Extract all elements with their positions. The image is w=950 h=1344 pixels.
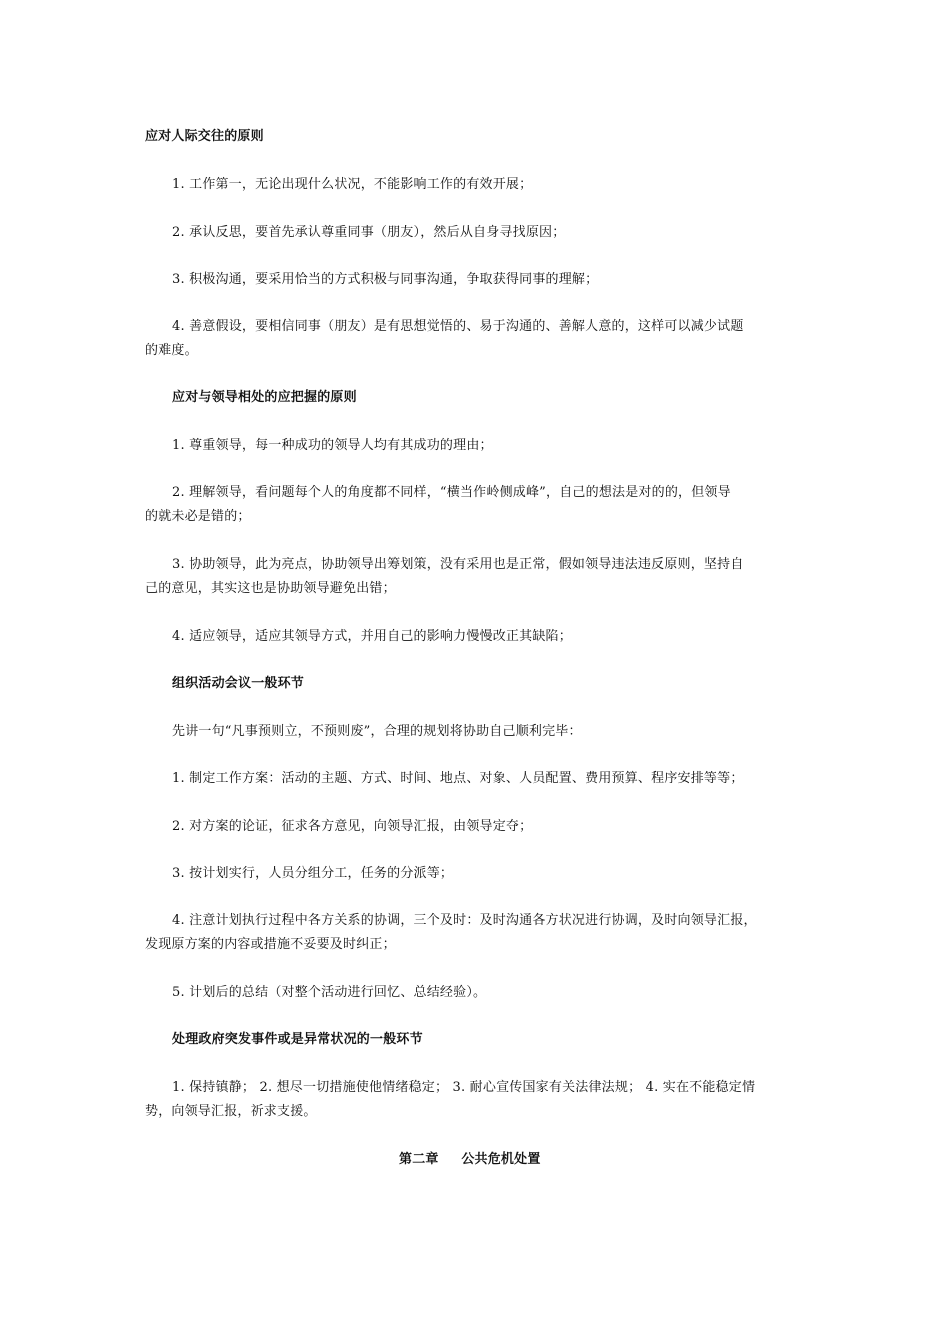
paragraph: 4. 适应领导，适应其领导方式，并用自己的影响力慢慢改正其缺陷； [172, 629, 572, 644]
paragraph-continued: 己的意见，其实这也是协助领导避免出错； [145, 581, 396, 596]
section-title-emergency: 处理政府突发事件或是异常状况的一般环节 [172, 1032, 423, 1047]
paragraph: 3. 按计划实行，人员分组分工，任务的分派等； [172, 866, 454, 881]
paragraph: 先讲一句“凡事预则立，不预则废”，合理的规划将协助自己顺利完毕： [172, 724, 582, 739]
paragraph-continued: 发现原方案的内容或措施不妥要及时纠正； [145, 937, 396, 952]
paragraph: 3. 积极沟通，要采用恰当的方式积极与同事沟通，争取获得同事的理解； [172, 272, 599, 287]
section-title-interpersonal: 应对人际交往的原则 [145, 129, 264, 144]
section-title-leadership: 应对与领导相处的应把握的原则 [172, 390, 357, 405]
paragraph: 1. 尊重领导，每一种成功的领导人均有其成功的理由； [172, 438, 493, 453]
paragraph: 1. 工作第一，无论出现什么状况，不能影响工作的有效开展； [172, 177, 533, 192]
paragraph: 1. 制定工作方案：活动的主题、方式、时间、地点、对象、人员配置、费用预算、程序安排等等； [172, 771, 744, 786]
paragraph-continued: 的就未必是错的； [145, 509, 251, 524]
paragraph: 1. 保持镇静； 2. 想尽一切措施使他情绪稳定； 3. 耐心宣传国家有关法律法规； 4. 实在不能稳定情 [172, 1080, 756, 1095]
paragraph: 4. 注意计划执行过程中各方关系的协调，三个及时：及时沟通各方状况进行协调，及时向领导汇报， [172, 913, 757, 928]
section-title-activity: 组织活动会议一般环节 [172, 676, 305, 691]
paragraph: 5. 计划后的总结（对整个活动进行回忆、总结经验）。 [172, 985, 487, 1000]
chapter-title: 第二章 公共危机处置 [399, 1152, 541, 1167]
paragraph-continued: 的难度。 [145, 343, 198, 358]
paragraph: 2. 对方案的论证，征求各方意见，向领导汇报，由领导定夺； [172, 819, 533, 834]
paragraph: 3. 协助领导，此为亮点，协助领导出筹划策，没有采用也是正常，假如领导违法违反原则，坚持自 [172, 557, 744, 572]
paragraph: 4. 善意假设，要相信同事（朋友）是有思想觉悟的、易于沟通的、善解人意的，这样可以减少试题 [172, 319, 744, 334]
paragraph: 2. 理解领导，看问题每个人的角度都不同样，“横当作岭侧成峰”，自己的想法是对的的，但领导 [172, 485, 731, 500]
paragraph-continued: 势，向领导汇报，祈求支援。 [145, 1104, 317, 1119]
paragraph: 2. 承认反思，要首先承认尊重同事（朋友），然后从自身寻找原因； [172, 225, 566, 240]
